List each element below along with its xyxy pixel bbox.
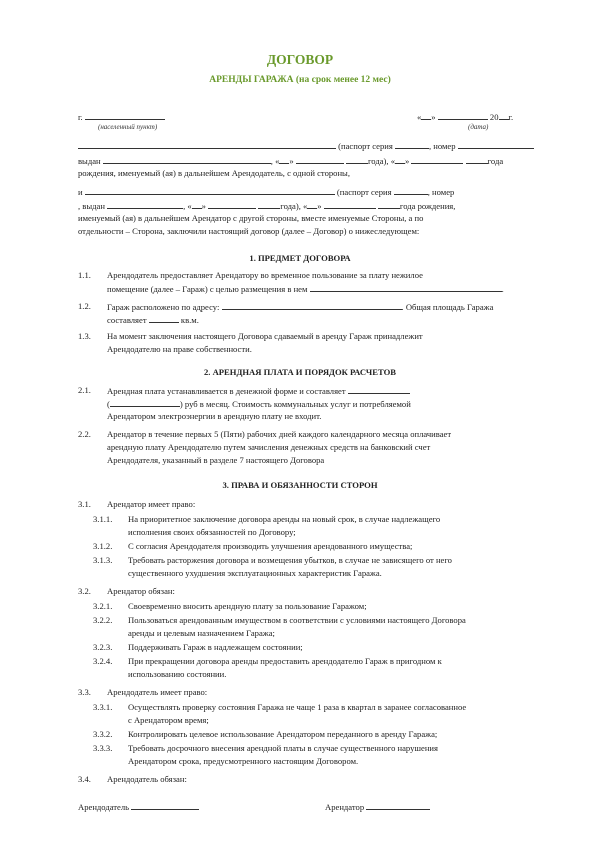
- subclause-3-2-4-line-1: При прекращении договора аренды предоставить арендодателю Гараж в пригодном к: [128, 656, 442, 666]
- date-caption: (дата): [468, 123, 489, 131]
- subclause-number: 3.3.2.: [93, 729, 113, 739]
- clause-1-3-line-2: Арендодателю на праве собственности.: [107, 344, 252, 354]
- tenant-name-blank: [85, 186, 335, 195]
- subclause-number: 3.1.1.: [93, 514, 113, 524]
- subclause-number: 3.2.4.: [93, 656, 113, 666]
- tenant-line-3: именуемый (ая) в дальнейшем Арендатор с другой стороны, вместе именуемые Стороны, а по: [78, 213, 424, 223]
- clause-2-1-line-2: ( ) руб в месяц. Стоимость коммунальных услуг и потребляемой: [107, 399, 411, 409]
- subclause-3-1-2-line-1: С согласия Арендодателя производить улучшения арендованного имущества;: [128, 541, 413, 551]
- subclause-3-2-2-line-2: аренды и целевым назначением Гаража;: [128, 628, 275, 638]
- clause-3-3-text: Арендодатель имеет право:: [107, 687, 208, 697]
- city-blank: [85, 111, 165, 120]
- clause-number: 3.1.: [78, 499, 91, 509]
- subclause-number: 3.3.1.: [93, 702, 113, 712]
- landlord-line-1: (паспорт серия , номер: [78, 140, 534, 152]
- clause-number: 1.2.: [78, 301, 91, 311]
- subclause-3-2-1-line-1: Своевременно вносить арендную плату за пользование Гаражом;: [128, 601, 367, 611]
- subclause-number: 3.3.3.: [93, 743, 113, 753]
- subclause-number: 3.1.2.: [93, 541, 113, 551]
- subclause-3-2-3-line-1: Поддерживать Гараж в надлежащем состоянии;: [128, 642, 303, 652]
- subclause-3-1-3-line-1: Требовать расторжения договора и возмещения убытков, в случае не зависящего от него: [128, 555, 452, 565]
- subclause-3-2-2-line-1: Пользоваться арендованным имуществом в соответствии с условиями настоящего Договора: [128, 615, 466, 625]
- day-blank: [421, 111, 431, 120]
- clause-1-1-line-1: Арендодатель предоставляет Арендатору во временное пользование за плату нежилое: [107, 270, 423, 280]
- tenant-signature-blank: [366, 801, 430, 810]
- tenant-line-4: отдельности – Сторона, заключили настоящий договор (далее – Договор) о нижеследующем:: [78, 226, 420, 236]
- landlord-line-3: рождения, именуемый (ая) в дальнейшем Арендодатель, с одной стороны,: [78, 168, 350, 178]
- subclause-number: 3.1.3.: [93, 555, 113, 565]
- month-blank: [438, 111, 488, 120]
- city-caption: (населенный пункт): [98, 123, 158, 131]
- clause-number: 3.4.: [78, 774, 91, 784]
- section-2-heading: 2. АРЕНДНАЯ ПЛАТА И ПОРЯДОК РАСЧЕТОВ: [203, 367, 397, 377]
- subclause-number: 3.2.2.: [93, 615, 113, 625]
- subclause-3-1-1-line-1: На приоритетное заключение договора аренды на новый срок, в случае надлежащего: [128, 514, 441, 524]
- subclause-3-2-4-line-2: использованию состоянии.: [128, 669, 227, 679]
- landlord-name-blank: [78, 140, 336, 149]
- section-1-heading: 1. ПРЕДМЕТ ДОГОВОРА: [249, 253, 351, 263]
- tenant-line-2: , выдан , « » года), « » года рождения,: [78, 201, 456, 211]
- date-line: « » 20 г.: [417, 112, 514, 122]
- clause-2-2-line-3: Арендодателя, указанный в разделе 7 настоящего Договора: [107, 455, 325, 465]
- document-subtitle: АРЕНДЫ ГАРАЖА (на срок менее 12 мес): [209, 75, 391, 85]
- subclause-3-3-1-line-2: с Арендатором время;: [128, 715, 209, 725]
- landlord-line-2: выдан , « » года), « » года: [78, 156, 504, 166]
- tenant-line-1: и (паспорт серия , номер: [78, 187, 455, 197]
- clause-1-3-line-1: На момент заключения настоящего Договора сдаваемый в аренду Гараж принадлежит: [107, 331, 423, 341]
- subclause-3-1-3-line-2: существенного ухудшения эксплуатационных характеристик Гаража.: [128, 568, 382, 578]
- subclause-number: 3.2.1.: [93, 601, 113, 611]
- year-blank: [499, 111, 509, 120]
- clause-number: 1.3.: [78, 331, 91, 341]
- landlord-signature-blank: [131, 801, 199, 810]
- city-line: г.: [78, 111, 165, 123]
- tenant-signature: Арендатор: [325, 801, 430, 813]
- clause-2-1-line-1: Арендная плата устанавливается в денежной форме и составляет: [107, 385, 410, 397]
- subclause-number: 3.2.3.: [93, 642, 113, 652]
- clause-2-2-line-2: арендную плату Арендодателю путем зачисления денежных средств на банковский счет: [107, 442, 431, 452]
- clause-2-1-line-3: Арендатором электроэнергии в арендную плату не входит.: [107, 411, 322, 421]
- clause-2-2-line-1: Арендатор в течение первых 5 (Пяти) рабочих дней каждого календарного месяца оплачивает: [107, 429, 452, 439]
- clause-1-1-line-2: помещение (далее – Гараж) с целью размещения в нем .: [107, 284, 504, 294]
- clause-1-2-line-2: составляет кв.м.: [107, 315, 199, 325]
- subclause-3-3-3-line-1: Требовать досрочного внесения арендной платы в случае существенного нарушения: [128, 743, 438, 753]
- clause-number: 2.1.: [78, 385, 91, 395]
- clause-number: 3.3.: [78, 687, 91, 697]
- clause-1-2-line-1: Гараж расположено по адресу: . Общая площадь Гаража: [107, 302, 494, 312]
- subclause-3-3-1-line-1: Осуществлять проверку состояния Гаража не чаще 1 раза в квартал в заранее согласованное: [128, 702, 467, 712]
- clause-number: 1.1.: [78, 270, 91, 280]
- clause-number: 3.2.: [78, 586, 91, 596]
- clause-number: 2.2.: [78, 429, 91, 439]
- section-3-heading: 3. ПРАВА И ОБЯЗАННОСТИ СТОРОН: [222, 480, 378, 490]
- subclause-3-1-1-line-2: исполнения своих обязанностей по Договору;: [128, 527, 296, 537]
- clause-3-1-text: Арендатор имеет право:: [107, 499, 196, 509]
- clause-3-4-text: Арендодатель обязан:: [107, 774, 187, 784]
- document-title: ДОГОВОР: [266, 52, 334, 67]
- landlord-signature: Арендодатель: [78, 801, 199, 813]
- subclause-3-3-3-line-2: Арендатором срока, предусмотренного настоящим Договором.: [128, 756, 359, 766]
- subclause-3-3-2-line-1: Контролировать целевое использование Арендатором переданного в аренду Гаража;: [128, 729, 438, 739]
- clause-3-2-text: Арендатор обязан:: [107, 586, 175, 596]
